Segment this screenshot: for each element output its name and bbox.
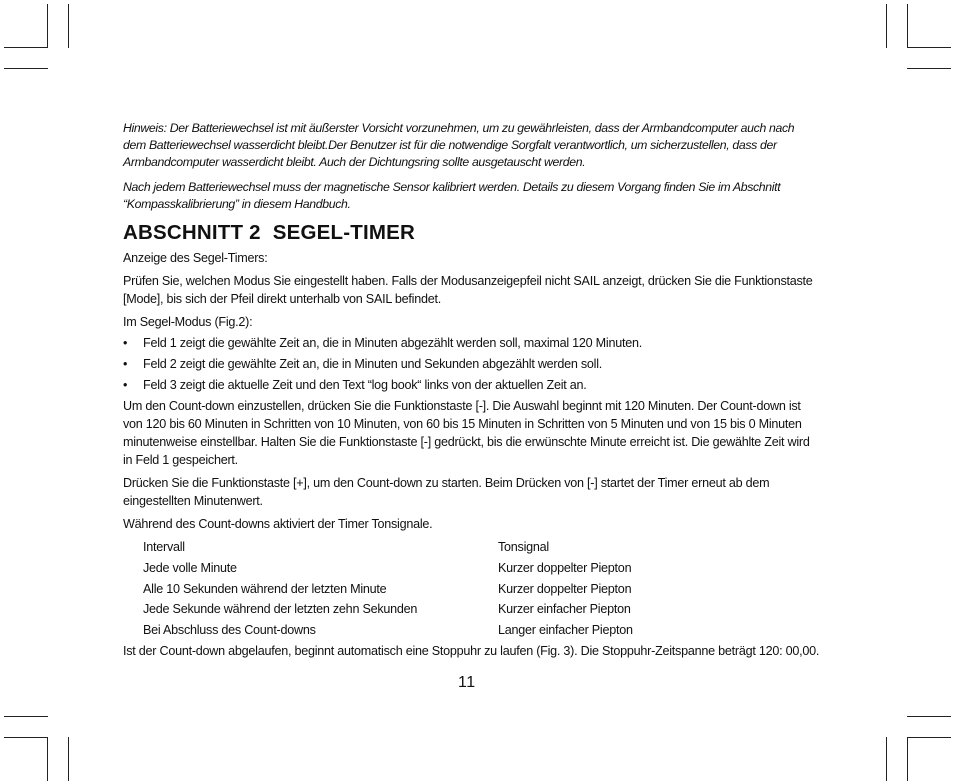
field-list xyxy=(123,334,820,394)
countdown-setup-paragraph: Um den Count-down einzustellen, drücken Sie die Funktionstaste [-]. Die Auswahl beginnt mit 120 Minuten. Der Count-down ist von 120 bis 60 Minuten in Schritten von 10 Minuten, von 60 bis 15 Minuten in Schritten von 5 Minuten und von 15 bis 0 Minuten minutenweise einstellbar. Halten Sie die Funktionstaste [-] gedrückt, bis die erwünschte Minute erreicht ist. Die gewählte Zeit wird in Feld 1 gespeichert. xyxy=(123,399,810,467)
check-mode-paragraph: Prüfen Sie, welchen Modus Sie eingestellt haben. Falls der Modusanzeigepfeil nicht SAIL anzeigt, drücken Sie die Funktionstaste [Mode], bis sich der Pfeil direkt unterhalb von SAIL befindet. xyxy=(123,274,813,306)
list-item: • Feld 1 zeigt die gewählte Zeit an, die in Minuten abgezählt werden soll, maximal 120 Minuten. xyxy=(123,336,642,350)
section-number: ABSCHNITT 2 xyxy=(123,221,261,244)
bullet-marker: • xyxy=(123,357,128,371)
calibration-note: Nach jedem Batteriewechsel muss der magnetische Sensor kalibriert werden. Details zu diesem Vorgang finden Sie im Abschnitt “Kompasskalibrierung” in diesem Handbuch. xyxy=(123,180,781,211)
page-number: 11 xyxy=(458,674,476,691)
table-row xyxy=(143,580,820,598)
countdown-start-paragraph: Drücken Sie die Funktionstaste [+], um den Count-down zu starten. Beim Drücken von [-] startet der Timer erneut ab dem eingestellten Minutenwert. xyxy=(123,476,770,508)
tone-cell: Kurzer doppelter Piepton xyxy=(498,581,632,596)
interval-cell: Jede volle Minute xyxy=(143,560,237,575)
section-heading xyxy=(123,221,820,245)
interval-cell: Bei Abschluss des Count-downs xyxy=(143,623,316,638)
interval-cell: Jede Sekunde während der letzten zehn Sekunden xyxy=(143,602,418,617)
column-header: Tonsignal xyxy=(498,540,549,554)
list-item: • Feld 2 zeigt die gewählte Zeit an, die in Minuten und Sekunden abgezählt werden soll. xyxy=(123,357,603,371)
bullet-marker: • xyxy=(123,378,128,392)
column-header: Intervall xyxy=(143,540,185,554)
section-title: SEGEL-TIMER xyxy=(272,221,416,244)
table-row xyxy=(143,559,820,577)
bullet-marker: • xyxy=(123,336,128,350)
tone-table xyxy=(143,538,820,639)
tone-cell: Kurzer doppelter Piepton xyxy=(498,560,632,575)
interval-cell: Alle 10 Sekunden während der letzten Minute xyxy=(143,581,387,596)
display-intro: Anzeige des Segel-Timers: xyxy=(123,251,268,265)
sail-mode-intro: Im Segel-Modus (Fig.2): xyxy=(123,315,253,329)
page-content xyxy=(123,120,820,665)
table-row xyxy=(143,600,820,618)
list-item: • Feld 3 zeigt die aktuelle Zeit und den Text “log book“ links von der aktuellen Zeit an. xyxy=(123,378,587,392)
table-header-row xyxy=(143,538,820,556)
stopwatch-paragraph: Ist der Count-down abgelaufen, beginnt automatisch eine Stoppuhr zu laufen (Fig. 3). Die Stoppuhr-Zeitspanne beträgt 120: 00,00. xyxy=(123,644,820,659)
table-row xyxy=(143,621,820,639)
tone-cell: Kurzer einfacher Piepton xyxy=(498,602,631,617)
tone-cell: Langer einfacher Piepton xyxy=(498,623,633,638)
tones-intro: Während des Count-downs aktiviert der Timer Tonsignale. xyxy=(123,517,433,531)
battery-note: Hinweis: Der Batteriewechsel ist mit äußerster Vorsicht vorzunehmen, um zu gewährleisten, dass der Armbandcomputer auch nach dem Batteriewechsel wasserdicht bleibt.Der Benutzer ist für die notwendige Sorgfalt verantwortlich, um sicherzustellen, dass der Armbandcomputer wasserdicht bleibt. Auch der Dichtungsring sollte ausgetauscht werden. xyxy=(123,121,795,169)
